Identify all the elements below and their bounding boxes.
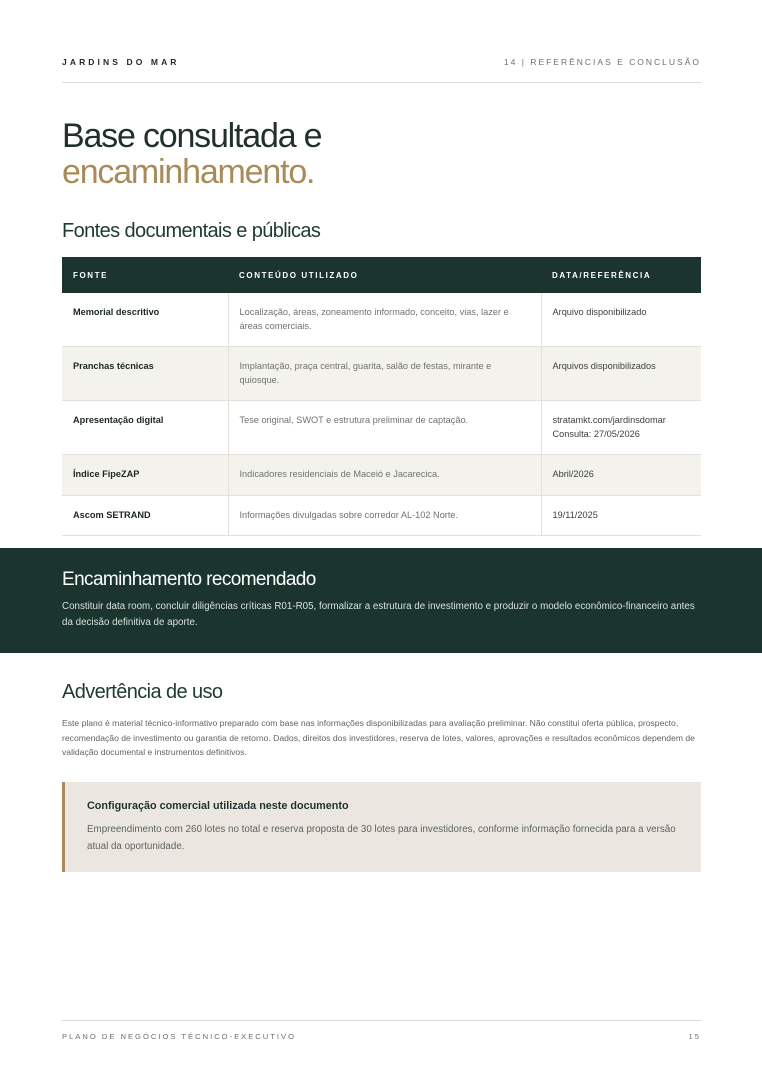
content-cell: Informações divulgadas sobre corredor AL-102 Norte. bbox=[228, 495, 541, 536]
callout-text: Empreendimento com 260 lotes no total e reserva proposta de 30 lotes para investidores, conforme informação fornecida para a versão atual da oportunidade. bbox=[87, 824, 676, 852]
source-cell: Ascom SETRAND bbox=[62, 495, 228, 536]
commercial-config-callout bbox=[62, 782, 701, 872]
source-cell: Índice FipeZAP bbox=[62, 455, 228, 496]
recommendation-banner bbox=[0, 548, 762, 653]
reference-cell bbox=[541, 401, 701, 455]
content-cell: Tese original, SWOT e estrutura preliminar de captação. bbox=[228, 401, 541, 455]
column-header-content: CONTEÚDO UTILIZADO bbox=[228, 257, 541, 293]
brand-name: JARDINS DO MAR bbox=[62, 57, 180, 67]
page-title-line-2: encaminhamento. bbox=[62, 153, 315, 191]
recommendation-text: Constituir data room, concluir diligências críticas R01-R05, formalizar a estrutura de investimento e produzir o modelo econômico-financeiro antes da decisão definitiva de aporte. bbox=[62, 601, 695, 628]
page-title bbox=[62, 118, 321, 190]
reference-cell: Arquivo disponibilizado bbox=[541, 293, 701, 347]
warning-heading: Advertência de uso bbox=[62, 681, 223, 703]
column-header-source: FONTE bbox=[62, 257, 228, 293]
content-cell: Indicadores residenciais de Maceió e Jacarecica. bbox=[228, 455, 541, 496]
header-divider bbox=[62, 82, 701, 83]
table-header-row bbox=[62, 257, 701, 293]
sources-table bbox=[62, 257, 701, 536]
page-header bbox=[62, 57, 701, 69]
source-cell: Pranchas técnicas bbox=[62, 347, 228, 401]
content-cell: Implantação, praça central, guarita, salão de festas, mirante e quiosque. bbox=[228, 347, 541, 401]
table-row bbox=[62, 455, 701, 496]
table-row bbox=[62, 401, 701, 455]
content-cell: Localização, áreas, zoneamento informado, conceito, vias, lazer e áreas comerciais. bbox=[228, 293, 541, 347]
table-row bbox=[62, 293, 701, 347]
reference-link-text: stratamkt.com/jardinsdomar bbox=[552, 415, 666, 425]
section-label: 14 | REFERÊNCIAS E CONCLUSÃO bbox=[503, 57, 701, 67]
table-row bbox=[62, 495, 701, 536]
reference-cell: Arquivos disponibilizados bbox=[541, 347, 701, 401]
source-cell: Memorial descritivo bbox=[62, 293, 228, 347]
reference-cell: Abril/2026 bbox=[541, 455, 701, 496]
recommendation-heading: Encaminhamento recomendado bbox=[62, 569, 316, 590]
page-title-line-1: Base consultada e bbox=[62, 117, 322, 155]
warning-text: Este plano é material técnico-informativo preparado com base nas informações disponibilizadas para avaliação preliminar. Não constitui oferta pública, prospecto, recomendação de investimento ou garantia de retorno. Dados, direitos dos investidores, reserva de lotes, valores, aprovações e resultados econômicos dependem de validação documental e instrumentos definitivos. bbox=[62, 718, 695, 757]
table-row bbox=[62, 347, 701, 401]
document-title: PLANO DE NEGÓCIOS TÉCNICO-EXECUTIVO bbox=[62, 1032, 296, 1041]
sources-heading: Fontes documentais e públicas bbox=[62, 220, 321, 242]
reference-consult-date: Consulta: 27/05/2026 bbox=[552, 428, 640, 439]
footer-divider bbox=[62, 1020, 701, 1021]
source-cell: Apresentação digital bbox=[62, 401, 228, 455]
column-header-reference: DATA/REFERÊNCIA bbox=[541, 257, 701, 293]
reference-cell: 19/11/2025 bbox=[541, 495, 701, 536]
callout-title: Configuração comercial utilizada neste documento bbox=[87, 800, 349, 812]
page-number: 15 bbox=[688, 1032, 701, 1041]
page-footer bbox=[62, 1032, 701, 1044]
